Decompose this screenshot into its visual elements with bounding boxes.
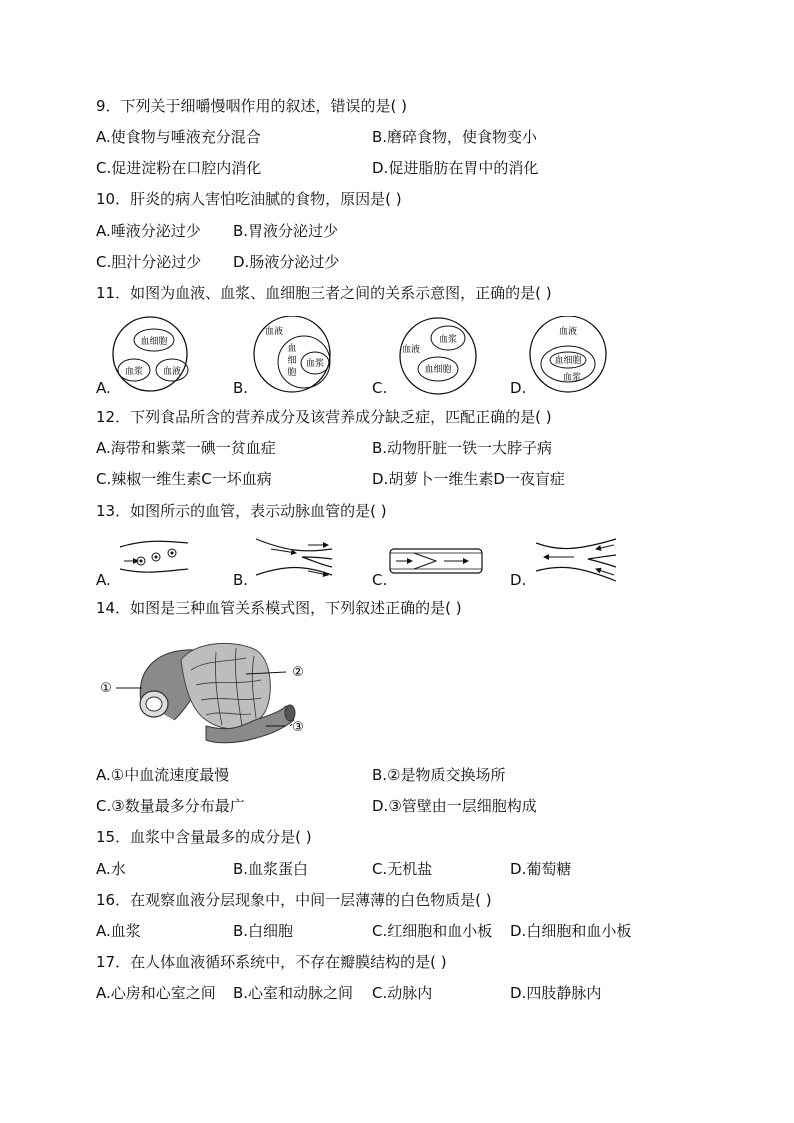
q14-option-b: B.②是物质交换场所 <box>372 766 506 784</box>
q11b-text-3: 细 <box>287 356 297 366</box>
q11a-text-2: 血浆 <box>124 367 144 377</box>
q13-figure-a <box>120 541 188 572</box>
q11b-text-5: 血浆 <box>305 359 325 369</box>
q16-option-d: D.白细胞和血小板 <box>510 922 632 940</box>
q11a-text-3: 血液 <box>162 367 182 377</box>
q11c-text-1: 血浆 <box>438 335 458 345</box>
question-11-stem: 11．如图为血液、血浆、血细胞三者之间的关系示意图，正确的是( ) <box>96 284 552 302</box>
q9-option-b: B.磨碎食物，使食物变小 <box>372 128 538 146</box>
q12-option-a: A.海带和紫菜一碘一贫血症 <box>96 439 276 457</box>
q15-option-a: A.水 <box>96 860 126 878</box>
q16-option-a: A.血浆 <box>96 922 141 940</box>
q9-option-c: C.促进淀粉在口腔内消化 <box>96 159 262 177</box>
q13-figure-b <box>256 539 332 575</box>
q13-option-a: A. <box>96 571 111 589</box>
question-17-stem: 17．在人体血液循环系统中，不存在瓣膜结构的是( ) <box>96 953 447 971</box>
question-14-stem: 14．如图是三种血管关系模式图，下列叙述正确的是( ) <box>96 599 462 617</box>
q14-label-2: ② <box>292 665 304 680</box>
q11-figure-b <box>254 316 330 392</box>
q11-option-a: A. <box>96 379 111 397</box>
q9-option-a: A.使食物与唾液充分混合 <box>96 128 261 146</box>
q11d-text-2: 血细胞 <box>554 356 582 366</box>
q14-label-3: ③ <box>292 720 304 735</box>
q15-option-d: D.葡萄糖 <box>510 860 572 878</box>
q17-option-b: B.心室和动脉之间 <box>233 984 354 1002</box>
q11d-text-1: 血液 <box>558 327 578 337</box>
q11-option-d: D. <box>510 379 527 397</box>
q14-label-1: ① <box>100 681 112 696</box>
q17-option-a: A.心房和心室之间 <box>96 984 216 1002</box>
q16-option-b: B.白细胞 <box>233 922 294 940</box>
q12-option-b: B.动物肝脏一铁一大脖子病 <box>372 439 553 457</box>
question-16-stem: 16．在观察血液分层现象中，中间一层薄薄的白色物质是( ) <box>96 891 492 909</box>
q11b-text-4: 胞 <box>287 368 297 378</box>
q11b-text-2: 血 <box>287 344 297 354</box>
q13-option-b: B. <box>233 571 249 589</box>
q15-option-b: B.血浆蛋白 <box>233 860 309 878</box>
q11d-text-3: 血浆 <box>562 373 582 383</box>
q13-figures <box>96 535 636 585</box>
q11-option-c: C. <box>372 379 388 397</box>
q10-option-b: B.胃液分泌过少 <box>233 222 339 240</box>
q11b-text-1: 血液 <box>264 327 284 337</box>
q10-option-c: C.胆汁分泌过少 <box>96 253 202 271</box>
q11c-text-2: 血液 <box>401 345 421 355</box>
q11-option-b: B. <box>233 379 249 397</box>
q11-figure-d <box>530 316 606 392</box>
question-9-stem: 9．下列关于细嚼慢咽作用的叙述，错误的是( ) <box>96 97 408 115</box>
q12-option-c: C.辣椒一维生素C一坏血病 <box>96 470 272 488</box>
question-15-stem: 15．血浆中含量最多的成分是( ) <box>96 828 312 846</box>
q13-option-d: D. <box>510 571 527 589</box>
question-13-stem: 13．如图所示的血管，表示动脉血管的是( ) <box>96 502 387 520</box>
q14-option-c: C.③数量最多分布最广 <box>96 797 245 815</box>
q10-option-a: A.唾液分泌过少 <box>96 222 201 240</box>
q9-option-d: D.促进脂肪在胃中的消化 <box>372 159 539 177</box>
q14-figure-blood-vessels <box>96 630 326 748</box>
q14-option-a: A.①中血流速度最慢 <box>96 766 230 784</box>
q10-option-d: D.肠液分泌过少 <box>233 253 340 271</box>
q13-option-c: C. <box>372 571 388 589</box>
q17-option-d: D.四肢静脉内 <box>510 984 602 1002</box>
q12-option-d: D.胡萝卜一维生素D一夜盲症 <box>372 470 565 488</box>
q11-figure-c <box>400 318 476 394</box>
q17-option-c: C.动脉内 <box>372 984 433 1002</box>
question-12-stem: 12．下列食品所含的营养成分及该营养成分缺乏症，匹配正确的是( ) <box>96 408 552 426</box>
q11c-text-3: 血细胞 <box>424 365 452 375</box>
q16-option-c: C.红细胞和血小板 <box>372 922 493 940</box>
q13-figure-c <box>390 549 482 573</box>
q15-option-c: C.无机盐 <box>372 860 433 878</box>
q14-option-d: D.③管壁由一层细胞构成 <box>372 797 537 815</box>
question-10-stem: 10．肝炎的病人害怕吃油腻的食物，原因是( ) <box>96 190 402 208</box>
q13-figure-d <box>536 539 616 581</box>
q11-figure-a <box>113 317 188 391</box>
q11a-text-1: 血细胞 <box>140 337 168 347</box>
